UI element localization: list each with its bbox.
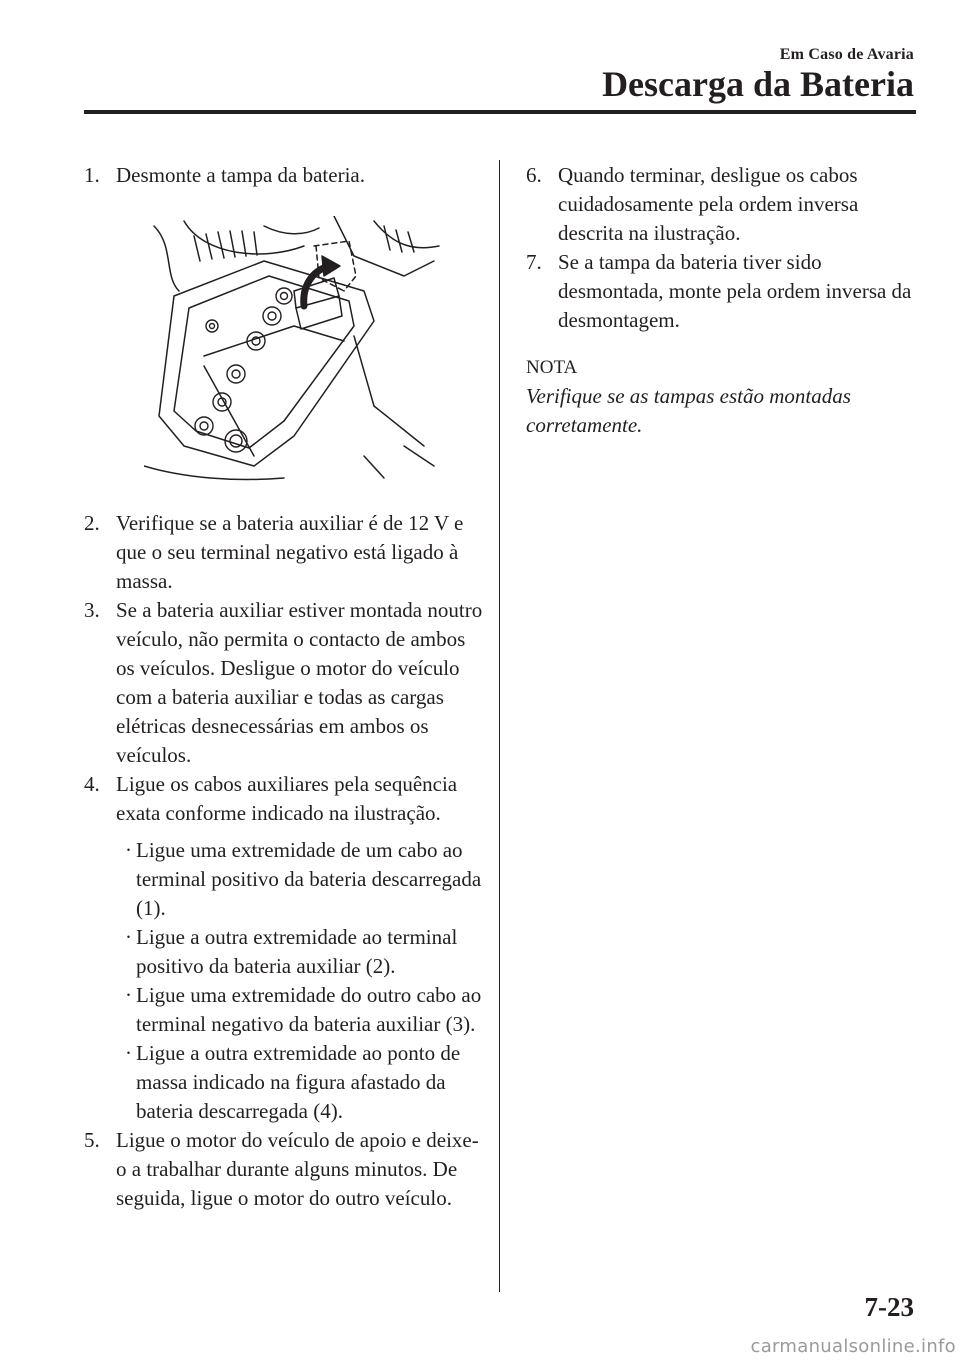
step-text: Ligue o motor do veículo de apoio e deixe-o a trabalhar durante alguns minutos. De seguida, ligue o motor do outro veículo. [116,1128,479,1210]
left-column [84,161,484,1213]
bullet-text: Ligue uma extremidade do outro cabo ao terminal negativo da bateria auxiliar (3). [136,983,482,1036]
bullet-text: Ligue uma extremidade de um cabo ao terminal positivo da bateria descarregada (1). [136,838,482,920]
column-divider [499,160,500,1292]
bullet-item [84,836,484,923]
bullet-dot-icon: · [125,983,132,1007]
right-column [526,161,918,440]
step-text: Se a tampa da bateria tiver sido desmontada, monte pela ordem inversa da desmontagem. [558,250,912,332]
step-number: 4. [84,772,100,796]
step-text: Verifique se a bateria auxiliar é de 12 V e que o seu terminal negativo está ligado à massa. [116,511,464,593]
step-number: 3. [84,598,100,622]
bullet-item [84,923,484,981]
step-4 [84,770,484,828]
step-2 [84,509,484,596]
step-text: Ligue os cabos auxiliares pela sequência exata conforme indicado na ilustração. [116,772,458,825]
step-1 [84,161,484,190]
bullet-dot-icon: · [125,925,132,949]
battery-cover-illustration [144,216,444,491]
bullet-dot-icon: · [125,1041,132,1065]
bullet-item [84,981,484,1039]
page-number: 7-23 [864,1292,914,1322]
step-3 [84,596,484,770]
step-text: Desmonte a tampa da bateria. [116,163,365,187]
bullet-item [84,1039,484,1126]
step-number: 1. [84,163,100,187]
step-text: Se a bateria auxiliar estiver montada noutro veículo, não permita o contacto de ambos os veículos. Desligue o motor do veículo com a bateria auxiliar e todas as cargas elétricas desnecessárias em ambos os veículos. [116,598,483,767]
note-label: NOTA [526,357,578,378]
step-number: 6. [526,163,542,187]
page-title: Descarga da Bateria [602,64,914,104]
step-number: 5. [84,1128,100,1152]
step-text: Quando terminar, desligue os cabos cuidadosamente pela ordem inversa descrita na ilustração. [558,163,859,245]
step-5 [84,1126,484,1213]
step-number: 2. [84,511,100,535]
step-7 [526,248,918,335]
step-number: 7. [526,250,542,274]
bullet-dot-icon: · [125,838,132,862]
bullet-text: Ligue a outra extremidade ao terminal positivo da bateria auxiliar (2). [136,925,458,978]
watermark: carmanualsonline.info [750,1336,956,1357]
note-text: Verifique se as tampas estão montadas corretamente. [526,384,851,437]
bullet-text: Ligue a outra extremidade ao ponto de massa indicado na figura afastado da bateria descarregada (4). [136,1041,461,1123]
section-name: Em Caso de Avaria [779,46,914,63]
header-rule [84,110,916,114]
step-6 [526,161,918,248]
